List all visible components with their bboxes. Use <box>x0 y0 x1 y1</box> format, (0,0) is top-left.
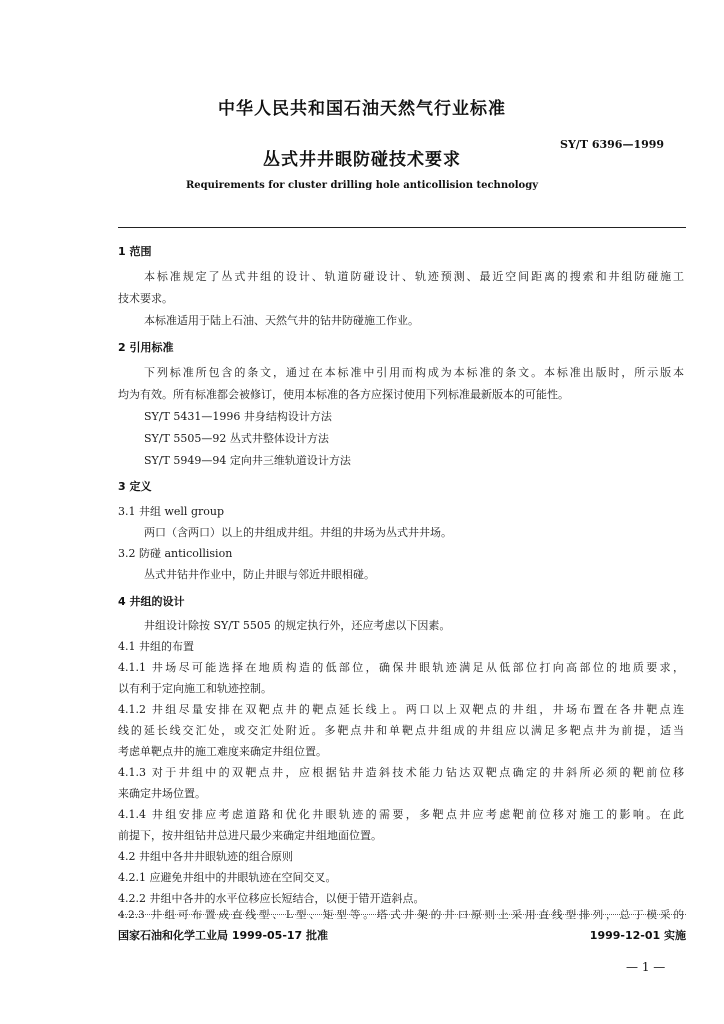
section-1-paragraph-1-line-1: 本标准规定了丛式井组的设计、轨道防碰设计、轨迹预测、最近空间距离的搜索和井组防碰施工 <box>144 270 684 283</box>
clause-4-2-2: 4.2.2 井组中各井的水平位移应长短结合，以便于错开造斜点。 <box>118 892 425 905</box>
definition-3-1-text: 两口（含两口）以上的井组成井组。井组的井场为丛式井井场。 <box>144 526 452 539</box>
approval-statement: 国家石油和化学工业局 1999-05-17 批准 <box>118 929 329 942</box>
subsection-4-1-heading: 4.1 井组的布置 <box>118 640 194 653</box>
section-2-paragraph-line-1: 下列标准所包含的条文，通过在本标准中引用而构成为本标准的条文。本标准出版时，所示版本 <box>144 366 684 379</box>
clause-4-1-2-line-2: 线的延长线交汇处，或交汇处附近。多靶点井和单靶点井组成的井组应以满足多靶点井为前提，适当 <box>118 724 684 737</box>
section-3-heading: 3 定义 <box>118 480 152 493</box>
page-number: — 1 — <box>626 960 666 974</box>
section-4-intro: 井组设计除按 SY/T 5505 的规定执行外，还应考虑以下因素。 <box>144 619 451 632</box>
reference-standard-3: SY/T 5949—94 定向井三维轨道设计方法 <box>144 454 351 467</box>
definition-3-2-term: 3.2 防碰 anticollision <box>118 547 233 560</box>
implementation-date: 1999-12-01 实施 <box>589 929 686 942</box>
industry-standard-heading: 中华人民共和国石油天然气行业标准 <box>218 99 506 119</box>
reference-standard-1: SY/T 5431—1996 井身结构设计方法 <box>144 410 332 423</box>
clause-4-1-2-line-1: 4.1.2 井组尽量安排在双靶点井的靶点延长线上。两口以上双靶点的井组，井场布置在各井靶点连 <box>118 703 684 716</box>
reference-standard-2: SY/T 5505—92 丛式井整体设计方法 <box>144 432 329 445</box>
clause-4-1-4-line-1: 4.1.4 井组安排应考虑道路和优化井眼轨迹的需要，多靶点井应考虑靶前位移对施工的影响。在此 <box>118 808 684 821</box>
footer-divider <box>118 914 686 915</box>
clause-4-1-3-line-1: 4.1.3 对于井组中的双靶点井，应根据钻井造斜技术能力钻达双靶点确定的井斜所必须的靶前位移 <box>118 766 684 779</box>
section-1-heading: 1 范围 <box>118 245 152 258</box>
document-title-en: Requirements for cluster drilling hole anticollision technology <box>185 180 539 191</box>
clause-4-1-1-line-1: 4.1.1 井场尽可能选择在地质构造的低部位，确保井眼轨迹满足从低部位打向高部位的地质要求， <box>118 661 684 674</box>
clause-4-1-1-line-2: 以有利于定向施工和轨迹控制。 <box>118 682 272 695</box>
document-title-cn: 丛式井井眼防碰技术要求 <box>263 150 461 170</box>
section-1-paragraph-2: 本标准适用于陆上石油、天然气井的钻井防碰施工作业。 <box>144 314 419 327</box>
clause-4-1-2-line-3: 考虑单靶点井的施工难度来确定井组位置。 <box>118 745 327 758</box>
clause-4-1-3-line-2: 来确定井场位置。 <box>118 787 206 800</box>
clause-4-2-3: 4.2.3 井组可布置成直线型、L型、矩型等。塔式井架的井口原则上采用直线型排列，总丁模采的 <box>118 909 684 921</box>
clause-4-2-1: 4.2.1 应避免井组中的井眼轨迹在空间交叉。 <box>118 871 337 884</box>
definition-3-1-term: 3.1 井组 well group <box>118 505 224 518</box>
header-divider <box>118 227 686 228</box>
section-1-paragraph-1-line-2: 技术要求。 <box>118 292 173 305</box>
definition-3-2-text: 丛式井钻井作业中，防止井眼与邻近井眼相碰。 <box>144 568 375 581</box>
section-2-paragraph-line-2: 均为有效。所有标准都会被修订，使用本标准的各方应探讨使用下列标准最新版本的可能性。 <box>118 388 569 401</box>
clause-4-1-4-line-2: 前提下，按井组钻井总进尺最少来确定井组地面位置。 <box>118 829 382 842</box>
subsection-4-2-heading: 4.2 井组中各井井眼轨迹的组合原则 <box>118 850 293 863</box>
section-4-heading: 4 井组的设计 <box>118 595 185 608</box>
section-2-heading: 2 引用标准 <box>118 341 174 354</box>
standard-number: SY/T 6396—1999 <box>560 138 665 151</box>
